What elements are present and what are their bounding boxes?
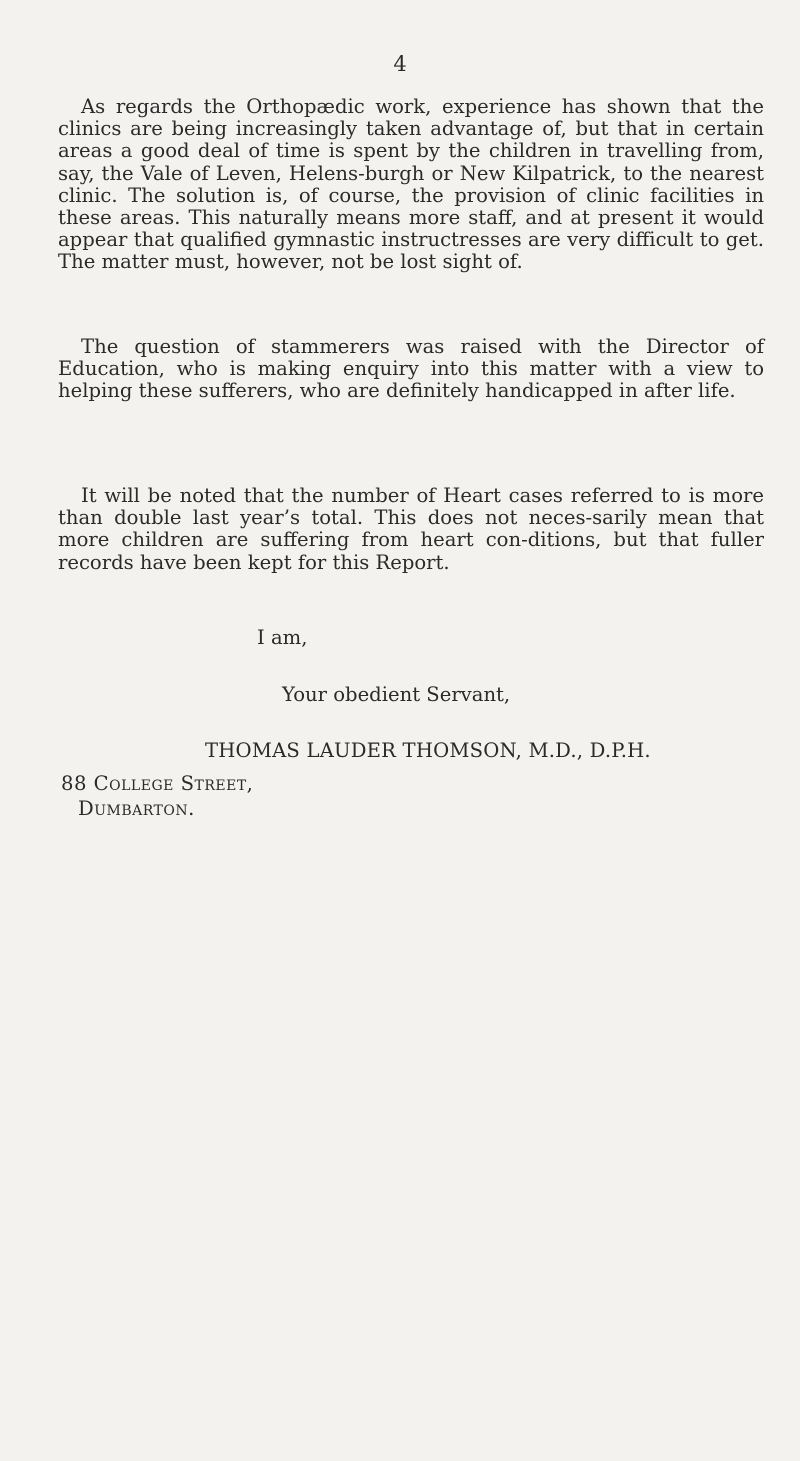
- closing-line-i-am: I am,: [257, 626, 308, 649]
- paragraph-heart-cases: It will be noted that the number of Heart cases referred to is more than double last year’s total. This does not neces-sarily mean that more children are suffering from heart con-ditions, but that fuller records have been kept for this Report.: [58, 484, 764, 574]
- address-street: 88 College Street,: [61, 772, 254, 795]
- page-number: 4: [393, 52, 407, 76]
- paragraph-orthopaedic: As regards the Orthopædic work, experience has shown that the clinics are being increasingly taken advantage of, but that in certain areas a good deal of time is spent by the children in travelling from, say, the Vale of Leven, Helens-burgh or New Kilpatrick, to the nearest clinic. The solution is, of course, the provision of clinic facilities in these areas. This naturally means more staff, and at present it would appear that qualified gymnastic instructresses are very difficult to get. The matter must, however, not be lost sight of.: [58, 95, 764, 274]
- closing-line-servant: Your obedient Servant,: [282, 683, 511, 706]
- paragraph-stammerers: The question of stammerers was raised with the Director of Education, who is making enquiry into this matter with a view to helping these sufferers, who are definitely handicapped in after life.: [58, 335, 764, 403]
- address-town: Dumbarton.: [78, 797, 195, 820]
- signature-name: THOMAS LAUDER THOMSON, M.D., D.P.H.: [205, 739, 651, 762]
